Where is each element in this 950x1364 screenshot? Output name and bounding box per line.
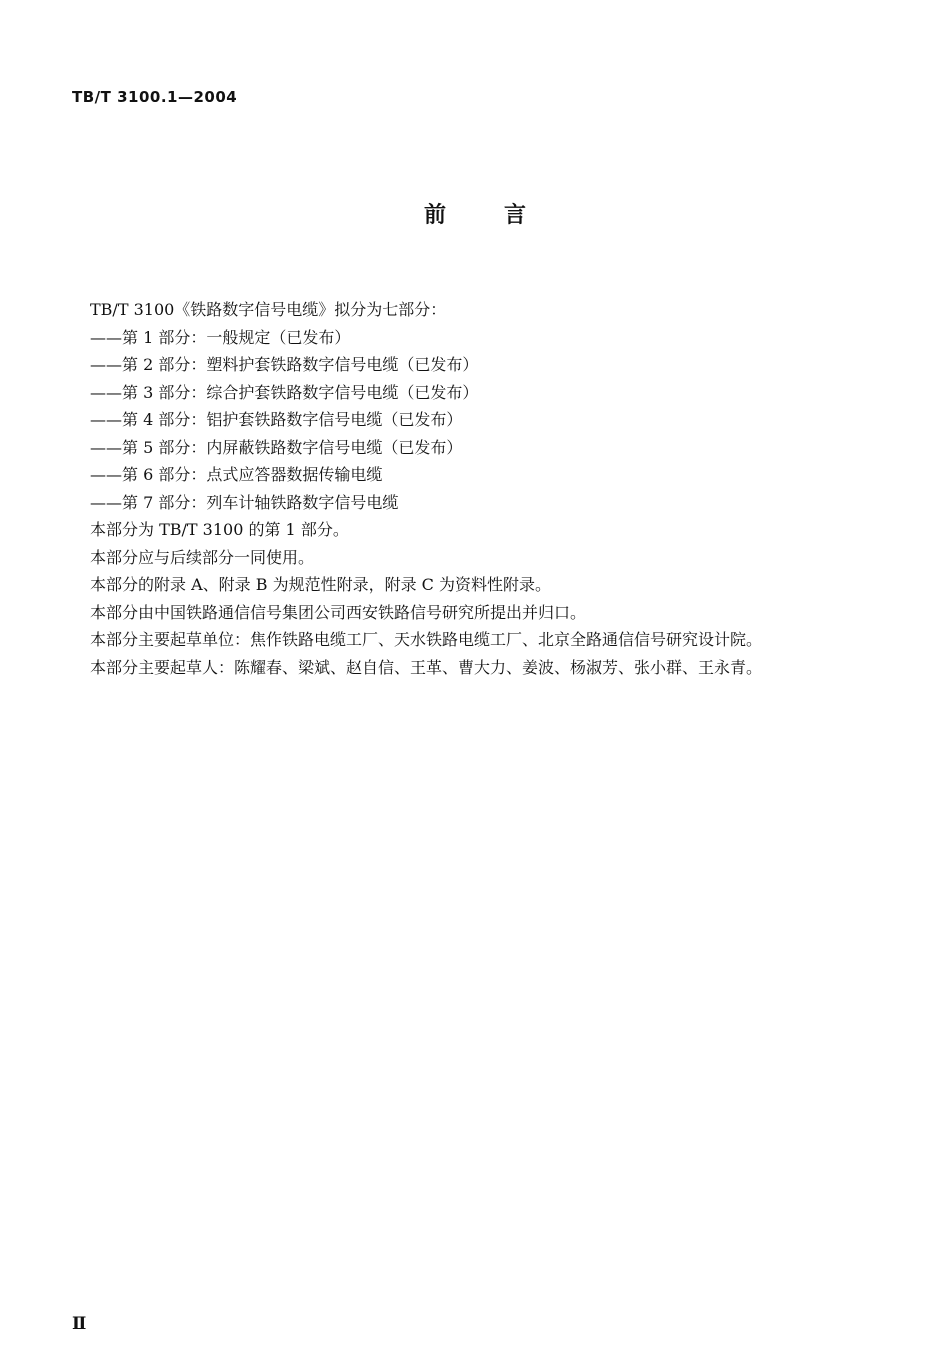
document-code: TB/T 3100.1—2004	[72, 88, 238, 106]
part-list-item-7: ——第 7 部分：列车计轴铁路数字信号电缆	[90, 492, 399, 512]
page-title: 前言	[423, 203, 584, 228]
part-list-item-2: ——第 2 部分：塑料护套铁路数字信号电缆（已发布）	[90, 355, 479, 374]
paragraph-drafters: 本部分主要起草人：陈耀春、梁斌、赵自信、王革、曹大力、姜波、杨淑芳、张小群、王永青。	[90, 657, 763, 677]
part-list-item-4: ——第 4 部分：铝护套铁路数字信号电缆（已发布）	[90, 410, 463, 429]
part-list-item-5: ——第 5 部分：内屏蔽铁路数字信号电缆（已发布）	[90, 437, 463, 457]
part-list-item-6: ——第 6 部分：点式应答器数据传输电缆	[90, 465, 383, 484]
paragraph-proposer: 本部分由中国铁路通信信号集团公司西安铁路信号研究所提出并归口。	[90, 602, 587, 622]
paragraph-usage: 本部分应与后续部分一同使用。	[90, 547, 315, 567]
intro-line: TB/T 3100《铁路数字信号电缆》拟分为七部分：	[90, 300, 447, 319]
page-number: Ⅱ	[72, 1314, 87, 1334]
paragraph-part-number: 本部分为 TB/T 3100 的第 1 部分。	[90, 520, 349, 539]
part-list-item-1: ——第 1 部分：一般规定（已发布）	[90, 327, 351, 347]
paragraph-annexes: 本部分的附录 A、附录 B 为规范性附录，附录 C 为资料性附录。	[90, 575, 551, 594]
part-list-item-3: ——第 3 部分：综合护套铁路数字信号电缆（已发布）	[90, 382, 479, 402]
foreword-body	[90, 296, 910, 681]
paragraph-drafting-units: 本部分主要起草单位：焦作铁路电缆工厂、天水铁路电缆工厂、北京全路通信信号研究设计院。	[90, 630, 763, 649]
